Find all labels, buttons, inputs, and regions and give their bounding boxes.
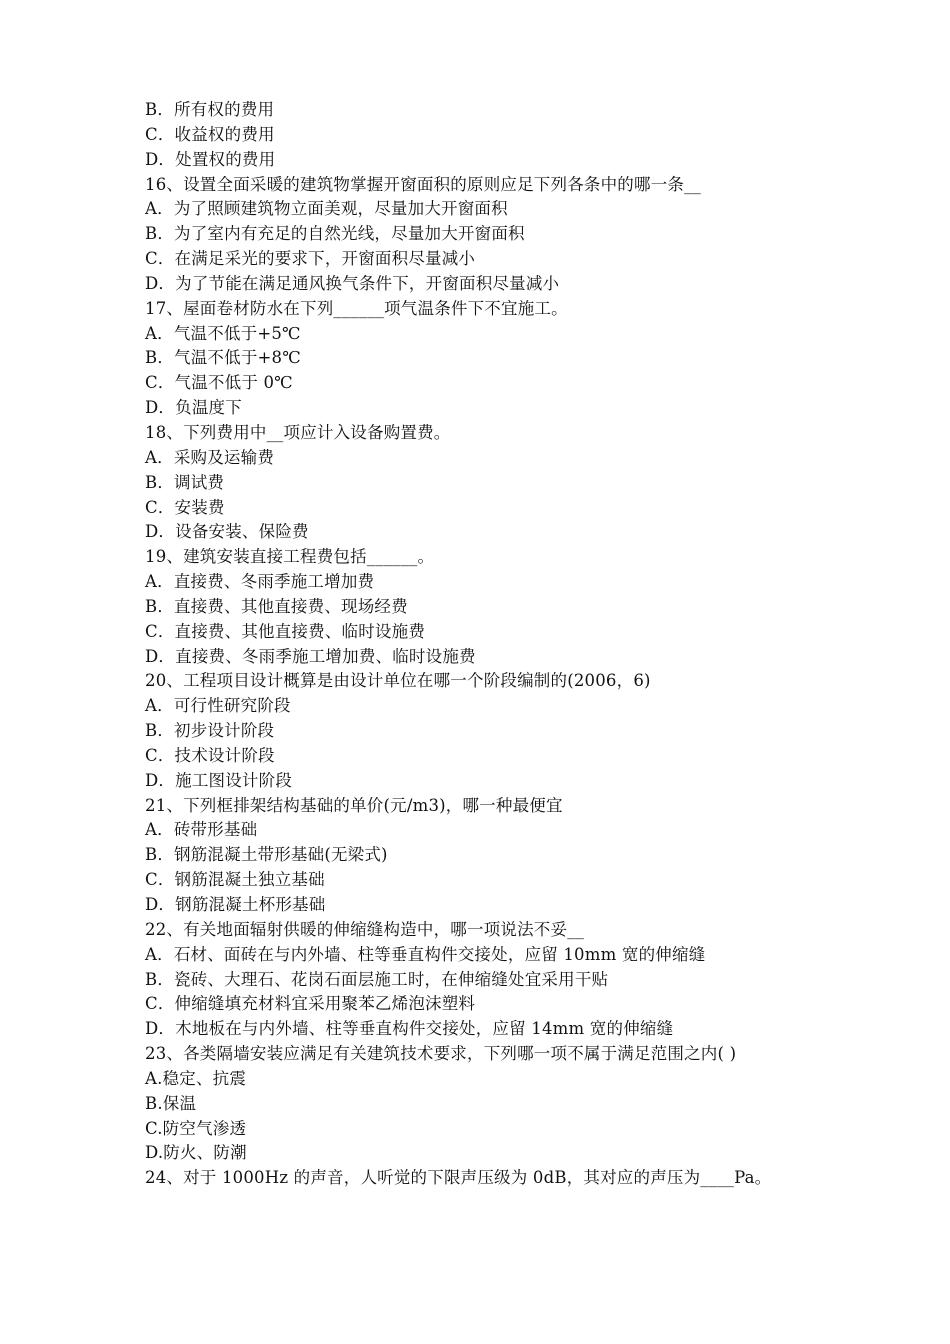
option-line: C．在满足采光的要求下，开窗面积尽量减小 <box>145 249 476 269</box>
option-line: C．钢筋混凝土独立基础 <box>145 870 325 890</box>
option-line: B．调试费 <box>145 472 225 492</box>
option-line: A．可行性研究阶段 <box>145 696 291 716</box>
question-list <box>145 98 825 1191</box>
option-line: B．所有权的费用 <box>145 100 275 119</box>
option-line: B．初步设计阶段 <box>145 721 275 741</box>
option-line: C．安装费 <box>145 497 225 517</box>
option-line: C．伸缩缝填充材料宜采用聚苯乙烯泡沫塑料 <box>145 994 476 1014</box>
option-line: A．气温不低于+5℃ <box>145 323 301 343</box>
question-line: 20、工程项目设计概算是由设计单位在哪一个阶段编制的(2006，6) <box>145 671 651 691</box>
option-line: B.保温 <box>145 1093 197 1113</box>
question-line: 17、屋面卷材防水在下列______项气温条件下不宜施工。 <box>145 298 568 318</box>
option-line: B．直接费、其他直接费、现场经费 <box>145 596 408 616</box>
question-line: 16、设置全面采暖的建筑物掌握开窗面积的原则应足下列各条中的哪一条__ <box>145 174 701 194</box>
option-line: A．砖带形基础 <box>145 820 258 840</box>
option-line: D．施工图设计阶段 <box>145 770 293 790</box>
option-line: B．气温不低于+8℃ <box>145 348 301 368</box>
option-line: D．直接费、冬雨季施工增加费、临时设施费 <box>145 646 476 666</box>
option-line: C．气温不低于 0℃ <box>145 373 293 393</box>
option-line: B．瓷砖、大理石、花岗石面层施工时，在伸缩缝处宜采用干贴 <box>145 969 609 989</box>
option-line: A．直接费、冬雨季施工增加费 <box>145 572 375 592</box>
option-line: C.防空气渗透 <box>145 1118 247 1138</box>
option-line: D．钢筋混凝土杯形基础 <box>145 895 326 914</box>
question-line: 18、下列费用中__项应计入设备购置费。 <box>145 422 451 442</box>
option-line: D．负温度下 <box>145 398 242 418</box>
option-line: A．采购及运输费 <box>145 447 275 467</box>
option-line: B．钢筋混凝土带形基础(无梁式) <box>145 845 388 865</box>
option-line: D．为了节能在满足通风换气条件下，开窗面积尽量减小 <box>145 273 560 293</box>
option-line: B．为了室内有充足的自然光线，尽量加大开窗面积 <box>145 224 525 244</box>
question-line: 21、下列框排架结构基础的单价(元/m3)，哪一种最便宜 <box>145 795 563 815</box>
option-line: A．石材、面砖在与内外墙、柱等垂直构件交接处，应留 10mm 宽的伸缩缝 <box>145 944 706 964</box>
option-line: D．处置权的费用 <box>145 149 276 169</box>
option-line: C．技术设计阶段 <box>145 745 275 765</box>
question-line: 24、对于 1000Hz 的声音，人听觉的下限声压级为 0dB，其对应的声压为____Pa。 <box>145 1168 772 1188</box>
question-line: 19、建筑安装直接工程费包括______。 <box>145 547 435 567</box>
option-line: A.稳定、抗震 <box>145 1068 247 1088</box>
question-line: 23、各类隔墙安装应满足有关建筑技术要求，下列哪一项不属于满足范围之内( ) <box>145 1044 737 1064</box>
option-line: A．为了照顾建筑物立面美观，尽量加大开窗面积 <box>145 199 508 219</box>
question-line: 22、有关地面辐射供暖的伸缩缝构造中，哪一项说法不妥__ <box>145 919 585 939</box>
option-line: C．直接费、其他直接费、临时设施费 <box>145 621 426 641</box>
option-line: C．收益权的费用 <box>145 124 275 144</box>
option-line: D．木地板在与内外墙、柱等垂直构件交接处，应留 14mm 宽的伸缩缝 <box>145 1019 674 1039</box>
option-line: D.防火、防潮 <box>145 1143 247 1163</box>
option-line: D．设备安装、保险费 <box>145 522 309 542</box>
